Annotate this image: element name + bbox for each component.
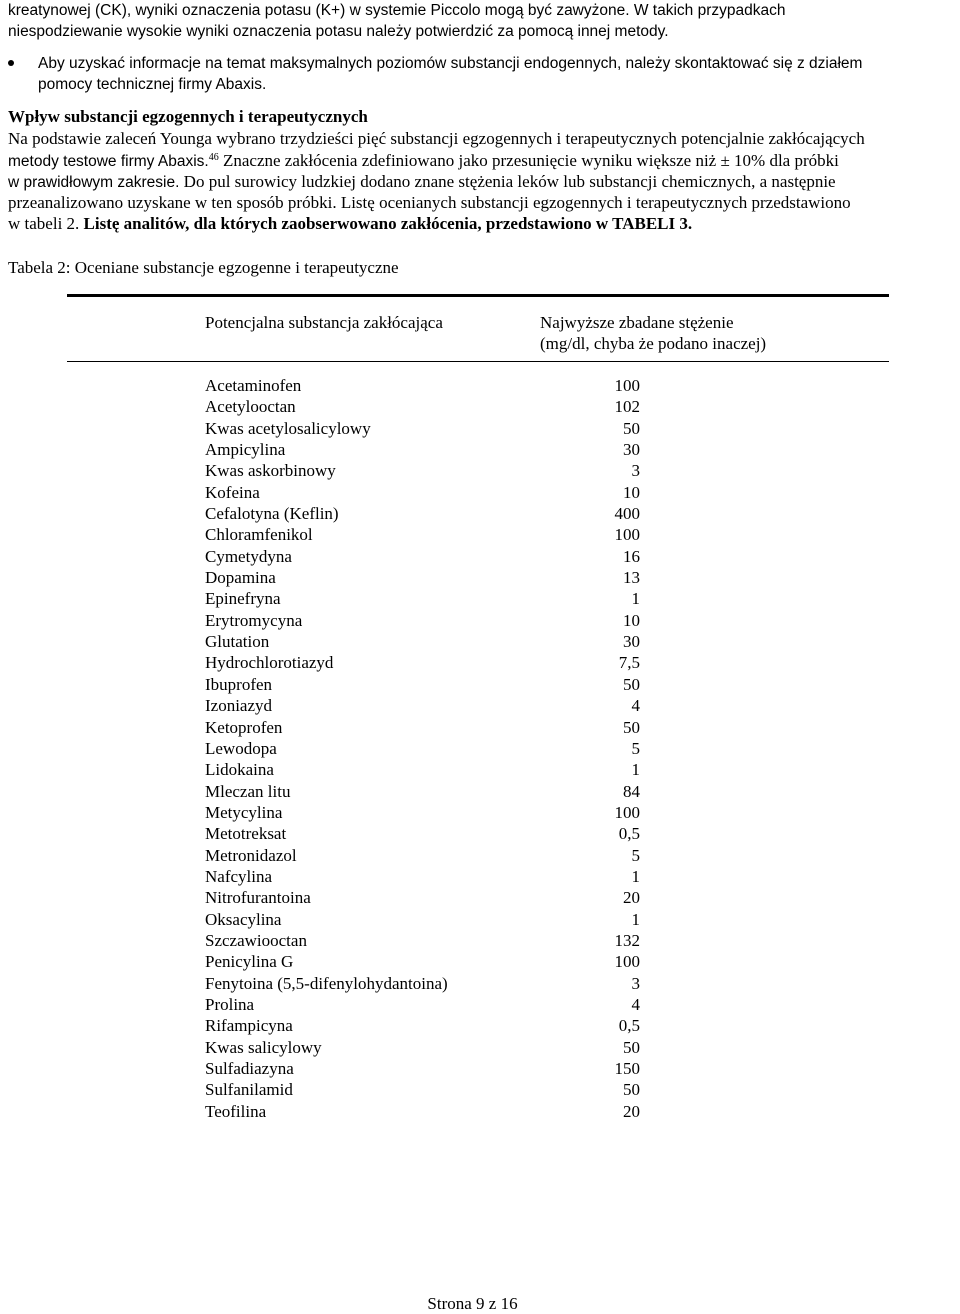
table-row	[205, 503, 645, 524]
substance-name: Acetaminofen	[205, 376, 302, 395]
page-number: Strona 9 z 16	[427, 1294, 518, 1313]
substance-name: Teofilina	[205, 1101, 267, 1121]
concentration-value: 100	[614, 802, 640, 822]
section-paragraph-line-5	[8, 213, 692, 234]
section-paragraph-line-3	[8, 171, 836, 193]
table-row	[205, 930, 645, 951]
intro-line-1: kreatynowej (CK), wyniki oznaczenia potasu (K+) w systemie Piccolo mogą być zawyżone. W takich przypadkach	[8, 2, 786, 19]
table-caption: Tabela 2: Oceniane substancje egzogenne i terapeutyczne	[8, 258, 399, 277]
paragraph-text-bold: Listę analitów, dla których zaobserwowano zakłócenia, przedstawiono w TABELI 3.	[79, 214, 693, 233]
table-row	[205, 1015, 645, 1036]
table-row	[205, 909, 645, 930]
concentration-value: 5	[631, 845, 640, 865]
substance-name: Hydrochlorotiazyd	[205, 653, 334, 673]
table-row	[205, 823, 645, 844]
table-row	[205, 1037, 645, 1058]
substance-name: Sulfadiazyna	[205, 1059, 294, 1078]
concentration-value: 3	[631, 973, 640, 993]
concentration-value: 1	[631, 589, 640, 609]
table-row	[205, 375, 645, 396]
substance-name: Szczawiooctan	[205, 930, 307, 950]
concentration-value: 0,5	[618, 1016, 640, 1036]
substance-name: Kofeina	[205, 482, 260, 502]
table-header-concentration-line-2: (mg/dl, chyba że podano inaczej)	[540, 334, 767, 353]
concentration-value: 7,5	[618, 653, 640, 673]
concentration-value: 10	[623, 610, 640, 630]
concentration-value: 13	[623, 568, 640, 588]
substance-name: Erytromycyna	[205, 610, 303, 630]
table-row	[205, 588, 645, 609]
table-row	[205, 610, 645, 631]
table-row	[205, 845, 645, 866]
substance-name: Metycylina	[205, 802, 283, 822]
concentration-value: 150	[614, 1059, 640, 1078]
table-row	[205, 994, 645, 1015]
section-paragraph-line-1: Na podstawie zaleceń Younga wybrano trzydzieści pięć substancji egzogennych i terapeutycznych potencjalnie zakłócających	[8, 129, 865, 148]
paragraph-text-sans: metody testowe firmy Abaxis.	[8, 153, 209, 170]
concentration-value: 50	[623, 1037, 640, 1057]
table-row	[205, 951, 645, 972]
concentration-value: 1	[631, 909, 640, 929]
substance-name: Prolina	[205, 994, 255, 1014]
substance-name: Cymetydyna	[205, 546, 292, 566]
paragraph-text-sans: w prawidłowym zakresie.	[8, 174, 180, 191]
table-header-concentration	[540, 312, 766, 354]
table-row	[205, 717, 645, 738]
concentration-value: 10	[623, 482, 640, 502]
substance-name: Kwas salicylowy	[205, 1037, 322, 1057]
substance-name: Acetylooctan	[205, 397, 296, 417]
table-row	[205, 887, 645, 908]
table-row	[205, 546, 645, 567]
concentration-value: 132	[614, 930, 640, 950]
table-row	[205, 524, 645, 545]
table-body	[205, 375, 645, 1122]
table-top-rule	[67, 294, 889, 297]
substance-name: Ampicylina	[205, 440, 286, 460]
substance-name: Metotreksat	[205, 824, 287, 844]
substance-name: Izoniazyd	[205, 696, 273, 716]
table-row	[205, 1079, 645, 1100]
substance-name: Kwas acetylosalicylowy	[205, 418, 371, 438]
table-row	[205, 695, 645, 716]
table-row	[205, 674, 645, 695]
substance-name: Glutation	[205, 632, 270, 652]
concentration-value: 100	[614, 376, 640, 395]
concentration-value: 50	[623, 418, 640, 438]
paragraph-text: w tabeli 2.	[8, 214, 80, 233]
paragraph-text: Znaczne zakłócenia zdefiniowano jako przesunięcie wyniku większe niż ± 10% dla próbki	[218, 151, 839, 170]
concentration-value: 3	[631, 461, 640, 481]
section-paragraph-line-2	[8, 150, 839, 172]
substance-name: Mleczan litu	[205, 781, 291, 801]
substance-name: Lewodopa	[205, 738, 277, 758]
substance-name: Nitrofurantoina	[205, 888, 311, 908]
table-row	[205, 567, 645, 588]
concentration-value: 30	[623, 440, 640, 460]
concentration-value: 20	[623, 1101, 640, 1121]
substance-name: Chloramfenikol	[205, 525, 313, 545]
table-row	[205, 802, 645, 823]
concentration-value: 400	[614, 504, 640, 524]
substance-name: Lidokaina	[205, 760, 274, 780]
concentration-value: 100	[614, 525, 640, 545]
table-header-concentration-line-1: Najwyższe zbadane stężenie	[540, 313, 734, 332]
substance-name: Sulfanilamid	[205, 1080, 293, 1100]
concentration-value: 1	[631, 866, 640, 886]
substance-name: Epinefryna	[205, 589, 281, 609]
paragraph-text: przeanalizowano uzyskane w ten sposób próbki.	[8, 193, 337, 212]
table-row	[205, 439, 645, 460]
table-row	[205, 396, 645, 417]
table-row	[205, 482, 645, 503]
bullet-line-2: pomocy technicznej firmy Abaxis.	[38, 76, 267, 93]
substance-name: Oksacylina	[205, 909, 282, 929]
paragraph-text: Listę ocenianych substancji egzogennych i terapeutycznych przedstawiono	[336, 193, 851, 212]
substance-name: Metronidazol	[205, 845, 297, 865]
concentration-value: 50	[623, 1080, 640, 1100]
section-heading: Wpływ substancji egzogennych i terapeutycznych	[8, 107, 368, 126]
concentration-value: 30	[623, 632, 640, 652]
table-row	[205, 460, 645, 481]
table-row	[205, 1058, 645, 1079]
concentration-value: 0,5	[618, 824, 640, 844]
substance-name: Fenytoina (5,5-difenylohydantoina)	[205, 973, 448, 993]
concentration-value: 50	[623, 674, 640, 694]
concentration-value: 16	[623, 546, 640, 566]
table-row	[205, 759, 645, 780]
table-row	[205, 973, 645, 994]
table-row	[205, 866, 645, 887]
section-paragraph-line-4	[8, 192, 851, 213]
table-header-substance: Potencjalna substancja zakłócająca	[205, 313, 443, 332]
concentration-value: 4	[631, 994, 640, 1014]
table-row	[205, 631, 645, 652]
concentration-value: 1	[631, 760, 640, 780]
table-header-rule	[67, 361, 889, 362]
concentration-value: 4	[631, 696, 640, 716]
concentration-value: 50	[623, 717, 640, 737]
table-row	[205, 1101, 645, 1122]
table-row	[205, 781, 645, 802]
substance-name: Cefalotyna (Keflin)	[205, 504, 339, 524]
substance-name: Ibuprofen	[205, 674, 273, 694]
intro-line-2: niespodziewanie wysokie wyniki oznaczenia potasu należy potwierdzić za pomocą innej metody.	[8, 23, 669, 40]
substance-name: Dopamina	[205, 568, 276, 588]
concentration-value: 5	[631, 738, 640, 758]
substance-name: Kwas askorbinowy	[205, 461, 336, 481]
substance-name: Rifampicyna	[205, 1016, 293, 1036]
concentration-value: 102	[614, 397, 640, 417]
concentration-value: 100	[614, 952, 640, 972]
table-row	[205, 738, 645, 759]
substance-name: Nafcylina	[205, 866, 273, 886]
concentration-value: 20	[623, 888, 640, 908]
substance-name: Ketoprofen	[205, 717, 283, 737]
substance-name: Penicylina G	[205, 952, 294, 972]
table-row	[205, 652, 645, 673]
paragraph-text: Do pul surowicy ludzkiej dodano znane stężenia leków lub substancji chemicznych, a następnie	[179, 172, 836, 191]
bullet-line-1: Aby uzyskać informacje na temat maksymalnych poziomów substancji endogennych, należy skontaktować się z działem	[38, 55, 863, 72]
concentration-value: 84	[623, 781, 640, 801]
table-row	[205, 418, 645, 439]
reference-superscript: 46	[208, 152, 219, 163]
bullet-icon	[8, 60, 14, 66]
